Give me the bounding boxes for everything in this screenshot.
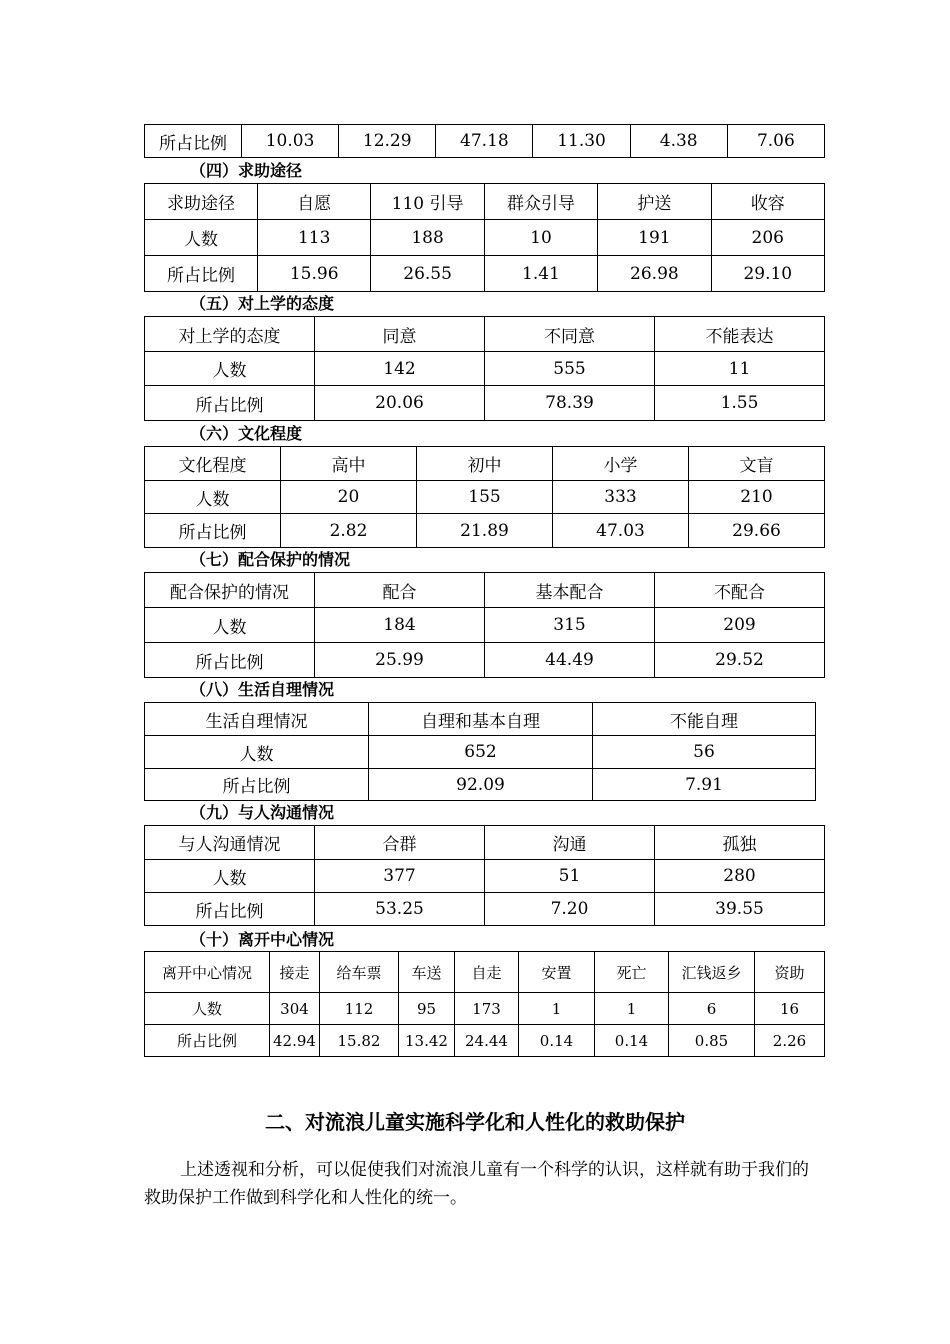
table-cell: 1: [519, 993, 595, 1025]
table-cell: 收容: [711, 184, 824, 220]
table-cell: 人数: [145, 481, 281, 514]
body-paragraph: 上述透视和分析，可以促使我们对流浪儿童有一个科学的认识，这样就有助于我们的救助保护工作做到科学化和人性化的统一。: [144, 1160, 809, 1208]
section-title-5: （五）对上学的态度: [190, 294, 335, 313]
table-cell: 群众引导: [484, 184, 597, 220]
table-cell: 人数: [145, 736, 369, 769]
table-cell: 377: [315, 860, 485, 893]
table-row: [145, 1025, 825, 1057]
table-cell: 112: [320, 993, 399, 1025]
table-communication: [144, 825, 825, 926]
table-header-row: [145, 952, 825, 993]
table-cell: 333: [553, 481, 689, 514]
table-continued: [144, 124, 825, 158]
table-cell: 不能自理: [593, 703, 816, 736]
table-cell: 173: [455, 993, 519, 1025]
table-cell: 文化程度: [145, 447, 281, 481]
table-cell: 所占比例: [145, 256, 258, 292]
table-cell: 所占比例: [145, 386, 315, 421]
table-cell: 2.26: [755, 1025, 825, 1057]
table-cell: 29.52: [655, 643, 825, 678]
table-cell: 人数: [145, 993, 270, 1025]
table-cell: 基本配合: [485, 573, 655, 608]
table-cell: 车送: [399, 952, 455, 993]
table-cell: 15.82: [320, 1025, 399, 1057]
table-cell: 所占比例: [145, 893, 315, 926]
table-header-row: [145, 447, 825, 481]
table-cell: 16: [755, 993, 825, 1025]
table-self-care: [144, 702, 816, 801]
table-cell: 离开中心情况: [145, 952, 270, 993]
table-row: [145, 386, 825, 421]
table-help-channel: [144, 183, 825, 292]
table-cell: 0.85: [669, 1025, 755, 1057]
table-cell: 生活自理情况: [145, 703, 369, 736]
table-cell: 不配合: [655, 573, 825, 608]
table-row: [145, 643, 825, 678]
table-cell: 188: [371, 220, 484, 256]
table-cell: 26.55: [371, 256, 484, 292]
table-cell: 555: [485, 352, 655, 386]
table-cell: 7.06: [727, 125, 824, 158]
table-header-row: [145, 573, 825, 608]
table-cell: 所占比例: [145, 125, 242, 158]
table-cell: 0.14: [519, 1025, 595, 1057]
table-cell: 191: [598, 220, 711, 256]
table-cell: 20: [281, 481, 417, 514]
table-row: [145, 608, 825, 643]
table-cell: 47.03: [553, 514, 689, 548]
table-cell: 自走: [455, 952, 519, 993]
table-cell: 206: [711, 220, 824, 256]
table-cell: 沟通: [485, 826, 655, 860]
table-cell: 280: [655, 860, 825, 893]
table-cell: 95: [399, 993, 455, 1025]
table-row: [145, 893, 825, 926]
table-cell: 155: [417, 481, 553, 514]
section-title-9: （九）与人沟通情况: [190, 803, 335, 822]
table-cell: 对上学的态度: [145, 317, 315, 352]
table-row: [145, 481, 825, 514]
table-cell: 1: [595, 993, 669, 1025]
table-cell: 29.66: [689, 514, 825, 548]
table-cell: 42.94: [270, 1025, 320, 1057]
table-cell: 304: [270, 993, 320, 1025]
table-cooperation: [144, 572, 825, 678]
table-cell: 不能表达: [655, 317, 825, 352]
table-cell: 所占比例: [145, 643, 315, 678]
section-title-6: （六）文化程度: [190, 424, 303, 443]
table-leaving-center: [144, 951, 825, 1057]
table-cell: 同意: [315, 317, 485, 352]
table-cell: 29.10: [711, 256, 824, 292]
table-cell: 11: [655, 352, 825, 386]
table-cell: 51: [485, 860, 655, 893]
table-cell: 所占比例: [145, 1025, 270, 1057]
table-school-attitude: [144, 316, 825, 421]
table-cell: 15.96: [258, 256, 371, 292]
table-cell: 92.09: [369, 769, 593, 801]
table-education-level: [144, 446, 825, 548]
table-cell: 资助: [755, 952, 825, 993]
table-cell: 人数: [145, 860, 315, 893]
table-cell: 7.20: [485, 893, 655, 926]
table-row: [145, 352, 825, 386]
section-heading: 二、对流浪儿童实施科学化和人性化的救助保护: [265, 1110, 685, 1134]
table-cell: 315: [485, 608, 655, 643]
table-cell: 孤独: [655, 826, 825, 860]
table-cell: 所占比例: [145, 769, 369, 801]
table-cell: 0.14: [595, 1025, 669, 1057]
table-cell: 6: [669, 993, 755, 1025]
table-cell: 10: [484, 220, 597, 256]
section-title-10: （十）离开中心情况: [190, 930, 335, 949]
table-cell: 10.03: [242, 125, 339, 158]
table-cell: 高中: [281, 447, 417, 481]
table-row: [145, 125, 825, 158]
table-cell: 安置: [519, 952, 595, 993]
table-cell: 1.55: [655, 386, 825, 421]
table-header-row: [145, 317, 825, 352]
table-cell: 26.98: [598, 256, 711, 292]
table-header-row: [145, 184, 825, 220]
table-row: [145, 514, 825, 548]
table-cell: 24.44: [455, 1025, 519, 1057]
table-row: [145, 993, 825, 1025]
table-row: [145, 256, 825, 292]
table-cell: 25.99: [315, 643, 485, 678]
table-cell: 所占比例: [145, 514, 281, 548]
table-cell: 配合: [315, 573, 485, 608]
table-cell: 合群: [315, 826, 485, 860]
table-cell: 人数: [145, 352, 315, 386]
table-cell: 142: [315, 352, 485, 386]
table-cell: 56: [593, 736, 816, 769]
table-cell: 死亡: [595, 952, 669, 993]
table-cell: 汇钱返乡: [669, 952, 755, 993]
table-cell: 652: [369, 736, 593, 769]
table-row: [145, 860, 825, 893]
table-cell: 2.82: [281, 514, 417, 548]
table-cell: 210: [689, 481, 825, 514]
table-header-row: [145, 703, 816, 736]
table-cell: 1.41: [484, 256, 597, 292]
table-header-row: [145, 826, 825, 860]
section-title-7: （七）配合保护的情况: [190, 550, 351, 569]
section-title-4: （四）求助途径: [190, 161, 303, 180]
table-cell: 13.42: [399, 1025, 455, 1057]
table-cell: 接走: [270, 952, 320, 993]
table-row: [145, 220, 825, 256]
table-cell: 文盲: [689, 447, 825, 481]
table-cell: 小学: [553, 447, 689, 481]
table-cell: 与人沟通情况: [145, 826, 315, 860]
table-cell: 求助途径: [145, 184, 258, 220]
table-cell: 78.39: [485, 386, 655, 421]
table-row: [145, 769, 816, 801]
table-cell: 184: [315, 608, 485, 643]
table-cell: 209: [655, 608, 825, 643]
table-cell: 47.18: [436, 125, 533, 158]
table-cell: 11.30: [533, 125, 630, 158]
table-cell: 不同意: [485, 317, 655, 352]
table-cell: 110 引导: [371, 184, 484, 220]
table-cell: 人数: [145, 608, 315, 643]
table-cell: 自愿: [258, 184, 371, 220]
table-cell: 44.49: [485, 643, 655, 678]
table-cell: 初中: [417, 447, 553, 481]
table-cell: 21.89: [417, 514, 553, 548]
table-cell: 20.06: [315, 386, 485, 421]
table-cell: 4.38: [630, 125, 727, 158]
table-cell: 53.25: [315, 893, 485, 926]
table-cell: 7.91: [593, 769, 816, 801]
table-cell: 给车票: [320, 952, 399, 993]
table-cell: 113: [258, 220, 371, 256]
table-row: [145, 736, 816, 769]
table-cell: 配合保护的情况: [145, 573, 315, 608]
section-title-8: （八）生活自理情况: [190, 680, 335, 699]
table-cell: 12.29: [339, 125, 436, 158]
table-cell: 护送: [598, 184, 711, 220]
table-cell: 自理和基本自理: [369, 703, 593, 736]
table-cell: 人数: [145, 220, 258, 256]
table-cell: 39.55: [655, 893, 825, 926]
